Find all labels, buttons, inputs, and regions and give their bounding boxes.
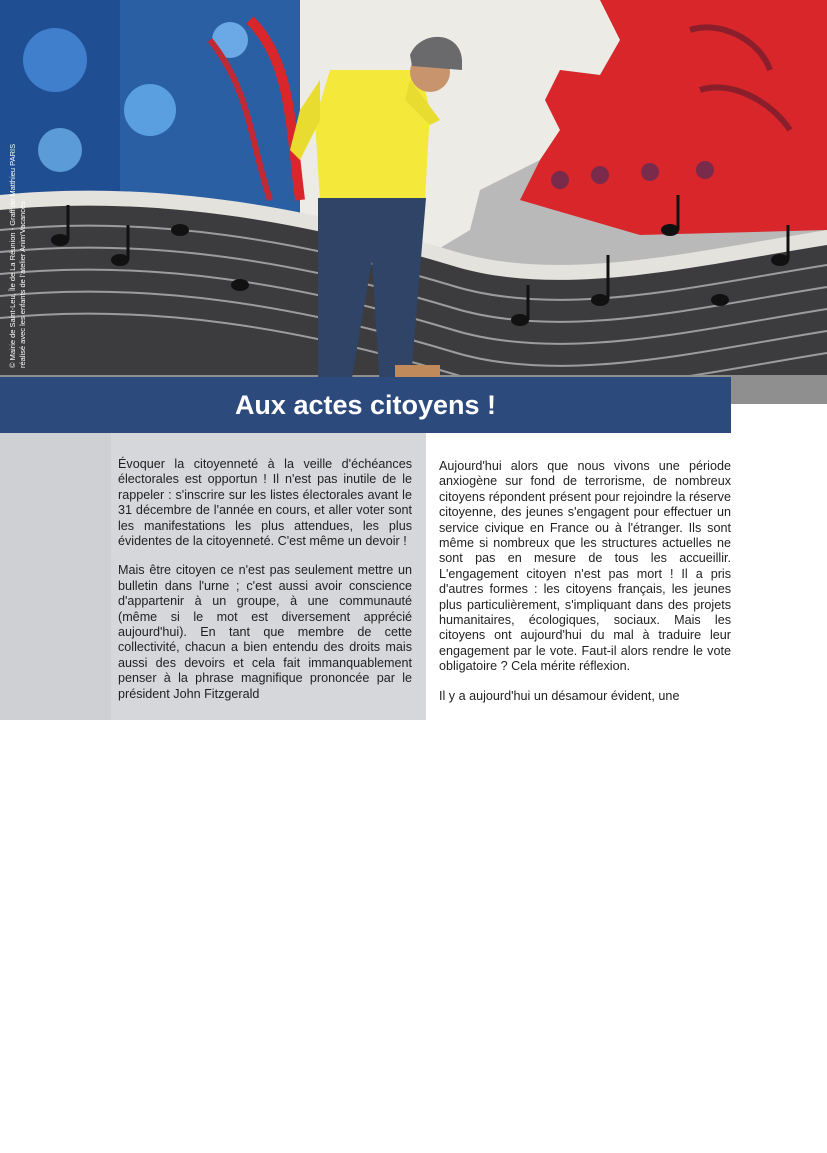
photo-credit-line: réalisé avec les enfants de l'atelier Anim'Vacances: [18, 201, 27, 368]
article-title: Aux actes citoyens !: [234, 390, 497, 420]
right-column: [439, 459, 731, 718]
left-column: [118, 457, 412, 716]
title-bar-gap: [731, 404, 827, 433]
title-bar: [0, 377, 731, 433]
sidebar-band: [0, 433, 111, 1153]
mural-painting-photo: [0, 0, 827, 405]
paragraph: Mais être citoyen ce n'est pas seulement mettre un bulletin dans l'urne ; c'est aussi avoir conscience d'appartenir à un groupe, à une communauté (même si le mot est diversement apprécié aujourd'hui). En tant que membre de cette collectivité, chacun a bien entendu des droits mais aussi des devoirs et cela fait immanquablement penser à la phrase magnifique prononcée par le président John Fitzgerald: [118, 563, 412, 701]
photo-credit: [8, 68, 28, 368]
photo-credit-line: © Mairie de Saint-Leu, Île de La Réunion - Graff de Matthieu PARIS: [8, 143, 17, 368]
paragraph: Aujourd'hui alors que nous vivons une période anxiogène sur fond de terrorisme, de nombreux citoyens répondent présent pour rejoindre la réserve citoyenne, des jeunes s'engagent pour effectuer un service civique en France ou à l'étranger. Ils sont même si nombreux que les structures actuelles ne sont pas en mesure de tous les accueillir. L'engagement citoyen n'est pas mort ! Il a pris d'autres formes : les citoyens français, les jeunes plus particulièrement, s'impliquant dans des projets humanitaires, écologiques, sociaux. Mais les citoyens ont aujourd'hui du mal à traduire leur engagement par le vote. Faut-il alors rendre le vote obligatoire ? Cela mérite réflexion.: [439, 459, 731, 674]
paragraph: Il y a aujourd'hui un désamour évident, une: [439, 688, 680, 703]
paragraph: Évoquer la citoyenneté à la veille d'échéances électorales est opportun ! Il n'est pas inutile de le rappeler : s'inscrire sur les listes électorales avant le 31 décembre de l'année en cours, et aller voter sont les manifestations les plus attendues, les plus évidentes de la citoyenneté. C'est même un devoir !: [118, 457, 412, 549]
vertical-website-text: ais-du-monde.org: [25, 894, 62, 1153]
mural-photo: [0, 0, 827, 405]
